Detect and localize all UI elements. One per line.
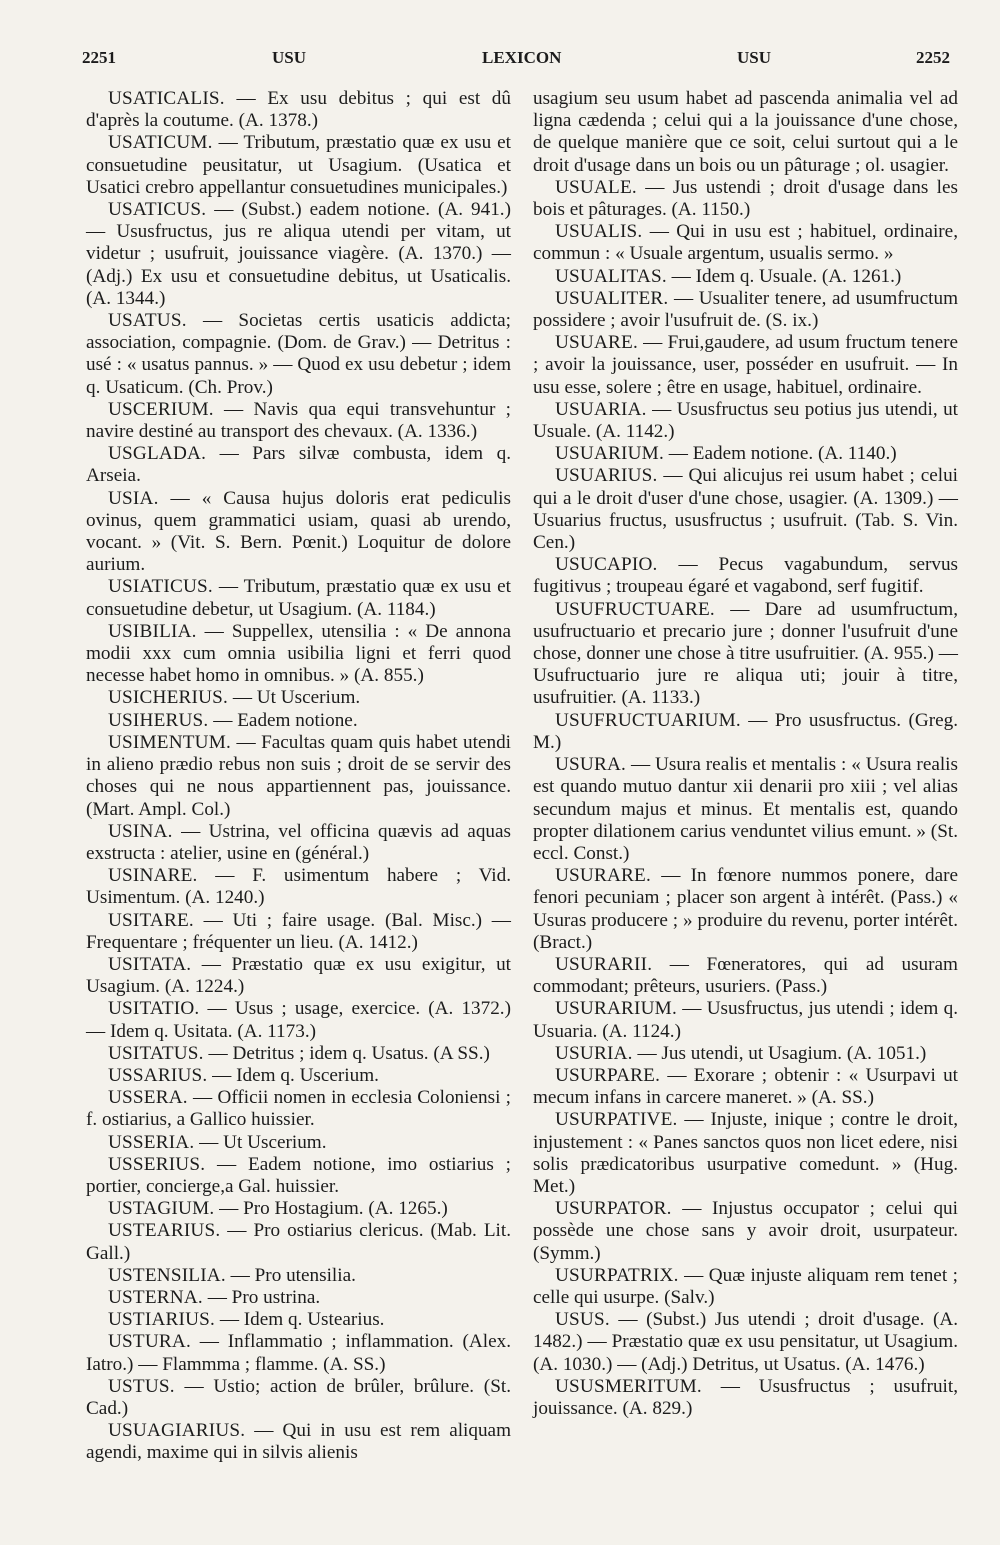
entry-definition: — Idem q. Usuale. (A. 1261.) bbox=[666, 265, 902, 287]
entry-headword: USURPATOR. bbox=[555, 1198, 672, 1220]
dictionary-entry bbox=[533, 288, 958, 332]
entry-headword: USIBILIA. bbox=[108, 620, 197, 642]
entry-headword: USTURA. bbox=[108, 1331, 191, 1353]
dictionary-entry bbox=[86, 1376, 511, 1420]
dictionary-entry bbox=[86, 954, 511, 998]
entry-headword: USSERIUS. bbox=[108, 1153, 206, 1175]
dictionary-entry bbox=[86, 1420, 511, 1464]
entry-headword: USTIARIUS. bbox=[108, 1309, 216, 1331]
dictionary-entry bbox=[533, 1265, 958, 1309]
page-number-right: 2252 bbox=[916, 48, 950, 67]
entry-headword: USIHERUS. bbox=[108, 709, 209, 731]
dictionary-entry bbox=[86, 576, 511, 620]
entry-headword: USINA. bbox=[108, 820, 173, 842]
entry-headword: USTERNA. bbox=[108, 1286, 203, 1308]
entry-definition: — Tributum, præstatio quæ ex usu et consuetudine peusitatur, ut Usagium. (Usatica et Usatici crebro appellantur consuetudines municipales.) bbox=[86, 132, 511, 198]
dictionary-entry bbox=[533, 1065, 958, 1109]
entry-headword: USSERIA. bbox=[108, 1131, 195, 1153]
entry-definition: — (Subst.) Jus utendi ; droit d'usage. (A. 1482.) — Præstatio quæ ex usu pensitatur, ut Usagium. (A. 1030.) — (Adj.) Detritus, ut Usatus. (A. 1476.) bbox=[533, 1309, 958, 1375]
dictionary-entry bbox=[86, 910, 511, 954]
entry-definition: — Pars silvæ combusta, idem q. Arseia. bbox=[86, 443, 511, 487]
entry-headword: USITARE. bbox=[108, 909, 194, 931]
dictionary-entry bbox=[533, 177, 958, 221]
entry-headword: USITATIO. bbox=[108, 998, 200, 1020]
entry-definition: — Pro ususfructus. (Greg. M.) bbox=[533, 709, 958, 753]
dictionary-entry bbox=[86, 199, 511, 310]
entry-headword: USCERIUM. bbox=[108, 398, 214, 420]
entry-definition: — Officii nomen in ecclesia Coloniensi ; f. ostiarius, a Gallico huissier. bbox=[86, 1087, 511, 1131]
entry-headword: USGLADA. bbox=[108, 443, 207, 465]
dictionary-entry bbox=[86, 687, 511, 709]
dictionary-entry bbox=[533, 865, 958, 954]
entry-headword: USINARE. bbox=[108, 865, 198, 887]
dictionary-entry bbox=[533, 554, 958, 598]
entry-definition: — Pro ustrina. bbox=[202, 1286, 321, 1308]
entry-headword: USTENSILIA. bbox=[108, 1264, 226, 1286]
entry-definition: — Ut Uscerium. bbox=[194, 1131, 327, 1153]
entry-definition: usagium seu usum habet ad pascenda animalia vel ad ligna cædenda ; celui qui a la jouissance d'une chose, de quelque manière que ce soit, celui surtout qui a le droit d'usage dans un bois ou un pâturage ; ol. usagier. bbox=[533, 88, 958, 176]
entry-definition: — Uti ; faire usage. (Bal. Misc.) — Frequentare ; fréquenter un lieu. (A. 1412.) bbox=[86, 909, 511, 953]
dictionary-entry bbox=[86, 399, 511, 443]
entry-headword: USUARIUM. bbox=[555, 443, 664, 465]
dictionary-entry bbox=[86, 1087, 511, 1131]
entry-definition: — Ex usu debitus ; qui est dû d'après la coutume. (A. 1378.) bbox=[86, 88, 511, 132]
entry-definition: — Ususfructus seu potius jus utendi, ut Usuale. (A. 1142.) bbox=[533, 398, 958, 443]
entry-headword: USURA. bbox=[555, 754, 627, 776]
entry-headword: USUALIS. bbox=[555, 221, 643, 243]
entry-headword: USURARII. bbox=[555, 953, 653, 975]
dictionary-entry bbox=[533, 754, 958, 865]
entry-definition: — Navis qua equi transvehuntur ; navire destiné au transport des chevaux. (A. 1336.) bbox=[86, 398, 511, 443]
entry-definition: — Jus utendi, ut Usagium. (A. 1051.) bbox=[632, 1042, 927, 1064]
entry-headword: USSERA. bbox=[108, 1087, 188, 1109]
entry-headword: USURIA. bbox=[555, 1042, 633, 1064]
entry-headword: USUS. bbox=[555, 1309, 610, 1331]
entry-definition: — Idem q. Uscerium. bbox=[207, 1064, 379, 1086]
entry-headword: USIA. bbox=[108, 487, 159, 509]
entry-headword: USUSMERITUM. bbox=[555, 1375, 702, 1397]
running-header bbox=[82, 48, 950, 76]
dictionary-entry bbox=[86, 88, 511, 132]
entry-definition: — Inflammatio ; inflammation. (Alex. Iatro.) — Flammma ; flamme. (A. SS.) bbox=[86, 1331, 511, 1375]
entry-definition: — Pro utensilia. bbox=[225, 1264, 356, 1286]
dictionary-entry bbox=[533, 465, 958, 554]
entry-definition: — « Causa hujus doloris erat pediculis ovinus, quem grammatici usiam, quasi ab urendo, vocant. » (Vit. S. Bern. Pœnit.) Loquitur de dolore aurium. bbox=[86, 487, 511, 576]
right-column bbox=[533, 88, 958, 1420]
entry-definition: — Injuste, inique ; contre le droit, injustement : « Panes sanctos quos non licet edere, nisi solis prædicatoribus usurpative comedunt. » (Hug. Met.) bbox=[533, 1109, 958, 1197]
dictionary-entry bbox=[533, 599, 958, 710]
entry-definition: — In fœnore nummos ponere, dare fenori pecuniam ; placer son argent à intérêt. (Pass.) « Usuras producere ; » produire du revenu, porter intérêt. (Bract.) bbox=[533, 865, 958, 953]
entry-definition: — Pro ostiarius clericus. (Mab. Lit. Gall.) bbox=[86, 1220, 511, 1264]
dictionary-entry bbox=[533, 88, 958, 177]
entry-headword: USUFRUCTUARIUM. bbox=[555, 709, 741, 731]
running-head-center: LEXICON bbox=[482, 48, 562, 67]
dictionary-entry bbox=[86, 443, 511, 487]
entry-definition: — Injustus occupator ; celui qui possède une chose sans y avoir droit, usurpateur. (Symm.) bbox=[533, 1198, 958, 1264]
page-number-left: 2251 bbox=[82, 48, 116, 67]
entry-headword: USURARIUM. bbox=[555, 998, 677, 1020]
entry-headword: USUALE. bbox=[555, 176, 637, 198]
entry-headword: USTAGIUM. bbox=[108, 1198, 215, 1220]
entry-headword: USUFRUCTUARE. bbox=[555, 598, 715, 620]
dictionary-entry bbox=[533, 1198, 958, 1265]
entry-headword: USITATUS. bbox=[108, 1042, 204, 1064]
entry-definition: — Ususfructus ; usufruit, jouissance. (A. 829.) bbox=[533, 1375, 958, 1419]
dictionary-entry bbox=[533, 1043, 958, 1065]
entry-definition: — Exorare ; obtenir : « Usurpavi ut mecum infans in carcere maneret. » (A. SS.) bbox=[533, 1064, 958, 1109]
dictionary-entry bbox=[86, 1154, 511, 1198]
dictionary-entry bbox=[86, 998, 511, 1042]
entry-definition: — Pro Hostagium. (A. 1265.) bbox=[214, 1198, 448, 1220]
dictionary-entry bbox=[533, 998, 958, 1042]
entry-headword: USSARIUS. bbox=[108, 1064, 208, 1086]
entry-headword: USIMENTUM. bbox=[108, 731, 231, 753]
entry-headword: USUALITER. bbox=[555, 287, 669, 309]
entry-definition: — Usus ; usage, exercice. (A. 1372.) — Idem q. Usitata. (A. 1173.) bbox=[86, 998, 511, 1042]
entry-definition: — Ustrina, vel officina quævis ad aquas exstructa : atelier, usine en (général.) bbox=[86, 820, 511, 864]
dictionary-entry bbox=[533, 1309, 958, 1376]
dictionary-entry bbox=[533, 954, 958, 998]
dictionary-entry bbox=[86, 488, 511, 577]
entry-headword: USUARE. bbox=[555, 332, 638, 354]
entry-definition: — Usualiter tenere, ad usumfructum possidere ; avoir l'usufruit de. (S. ix.) bbox=[533, 287, 958, 332]
dictionary-entry bbox=[86, 1309, 511, 1331]
entry-headword: USATUS. bbox=[108, 310, 187, 332]
dictionary-entry bbox=[533, 710, 958, 754]
entry-definition: — Qui in usu est rem aliquam agendi, maxime qui in silvis alienis bbox=[86, 1420, 511, 1464]
entry-definition: — Qui alicujus rei usum habet ; celui qui a le droit d'user d'une chose, usagier. (A. 1309.) — Usuarius fructus, ususfructus ; usufruit. (Tab. S. Vin. Cen.) bbox=[533, 465, 958, 554]
entry-definition: — Præstatio quæ ex usu exigitur, ut Usagium. (A. 1224.) bbox=[86, 953, 511, 998]
entry-headword: USUCAPIO. bbox=[555, 554, 658, 576]
entry-definition: — Eadem notione, imo ostiarius ; portier, concierge,a Gal. huissier. bbox=[86, 1153, 511, 1197]
left-column bbox=[86, 88, 511, 1465]
dictionary-entry bbox=[533, 266, 958, 288]
entry-definition: — Ustio; action de brûler, brûlure. (St. Cad.) bbox=[86, 1375, 511, 1419]
dictionary-entry bbox=[86, 132, 511, 199]
entry-headword: USURPATRIX. bbox=[555, 1264, 679, 1286]
entry-headword: USURPATIVE. bbox=[555, 1109, 678, 1131]
entry-headword: USTUS. bbox=[108, 1375, 175, 1397]
dictionary-entry bbox=[86, 732, 511, 821]
entry-definition: — Tributum, præstatio quæ ex usu et consuetudine debetur, ut Usagium. (A. 1184.) bbox=[86, 576, 511, 620]
dictionary-entry bbox=[533, 443, 958, 465]
entry-definition: — Pecus vagabundum, servus fugitivus ; troupeau égaré et vagabond, serf fugitif. bbox=[533, 554, 958, 598]
entry-definition: — Quæ injuste aliquam rem tenet ; celle qui usurpe. (Salv.) bbox=[533, 1264, 958, 1308]
dictionary-entry bbox=[86, 1043, 511, 1065]
dictionary-entry bbox=[533, 221, 958, 265]
dictionary-entry bbox=[86, 821, 511, 865]
dictionary-entry bbox=[533, 1376, 958, 1420]
entry-definition: — (Subst.) eadem notione. (A. 941.) — Ususfructus, jus re aliqua utendi per vitam, ut videtur ; usufruit, jouissance viagère. (A. 1370.) — (Adj.) Ex usu et consuetudine debitus, ut Usaticalis. (A. 1344.) bbox=[86, 199, 511, 309]
entry-definition: — Idem q. Ustearius. bbox=[215, 1309, 385, 1331]
dictionary-entry bbox=[86, 1065, 511, 1087]
entry-headword: USUAGIARIUS. bbox=[108, 1420, 246, 1442]
entry-definition: — Qui in usu est ; habituel, ordinaire, commun : « Usuale argentum, usualis sermo. » bbox=[533, 221, 958, 265]
dictionary-entry bbox=[533, 332, 958, 399]
entry-headword: USITATA. bbox=[108, 953, 192, 975]
entry-definition: — Eadem notione. bbox=[208, 709, 358, 731]
entry-definition: — Suppellex, utensilia : « De annona modii xxx cum omnia usibilia ligni et ferri quod necesse habet homo in omnibus. » (A. 855.) bbox=[86, 620, 511, 687]
entry-headword: USUARIA. bbox=[555, 398, 647, 420]
dictionary-entry bbox=[86, 1132, 511, 1154]
entry-definition: — Usura realis et mentalis : « Usura realis est quando mutuo dantur xii denarii pro xiii ; vel alias secundum majus et minus. Et mentalis est, quando propter dilationem carius venduntet vilius emunt. » (St. eccl. Const.) bbox=[533, 754, 958, 864]
dictionary-entry bbox=[86, 1287, 511, 1309]
dictionary-entry bbox=[86, 1265, 511, 1287]
entry-definition: — Eadem notione. (A. 1140.) bbox=[663, 443, 897, 465]
entry-definition: — Societas certis usaticis addicta; association, compagnie. (Dom. de Grav.) — Detritus : usé : « usatus pannus. » — Quod ex usu debetur ; idem q. Usaticum. (Ch. Prov.) bbox=[86, 310, 511, 398]
dictionary-entry bbox=[86, 1220, 511, 1264]
dictionary-entry bbox=[86, 621, 511, 688]
entry-definition: — Detritus ; idem q. Usatus. (A SS.) bbox=[203, 1042, 490, 1064]
entry-definition: — Dare ad usumfructum, usufructuario et precario jure ; donner l'usufruit d'une chose, donner une chose à titre usufruitier. (A. 955.) — Usufructuario jure re aliqua uti; jouir à titre, usufruitier. (A. 1133.) bbox=[533, 598, 958, 709]
entry-definition: — Ususfructus, jus utendi ; idem q. Usuaria. (A. 1124.) bbox=[533, 998, 958, 1042]
entry-definition: — Facultas quam quis habet utendi in alieno prædio rebus non suis ; droit de se servir des choses qui ne nous appartiennent pas, jouissance. (Mart. Ampl. Col.) bbox=[86, 731, 511, 820]
dictionary-entry bbox=[86, 1331, 511, 1375]
entry-definition: — Frui,gaudere, ad usum fructum tenere ; avoir la jouissance, user, posséder en usufruit. — In usu esse, solere ; être en usage, habituel, ordinaire. bbox=[533, 332, 958, 398]
entry-definition: — F. usimentum habere ; Vid. Usimentum. (A. 1240.) bbox=[86, 865, 511, 909]
entry-headword: USURPARE. bbox=[555, 1064, 661, 1086]
entry-headword: USURARE. bbox=[555, 865, 651, 887]
dictionary-entry bbox=[86, 310, 511, 399]
entry-headword: USICHERIUS. bbox=[108, 687, 229, 709]
entry-headword: USTEARIUS. bbox=[108, 1220, 221, 1242]
dictionary-entry bbox=[533, 1109, 958, 1198]
entry-headword: USATICUM. bbox=[108, 132, 213, 154]
entry-definition: — Jus ustendi ; droit d'usage dans les bois et pâturages. (A. 1150.) bbox=[533, 176, 958, 221]
entry-headword: USIATICUS. bbox=[108, 576, 213, 598]
dictionary-entry bbox=[533, 399, 958, 443]
dictionary-entry bbox=[86, 865, 511, 909]
entry-definition: — Fœneratores, qui ad usuram commodant; prêteurs, usuriers. (Pass.) bbox=[533, 953, 958, 998]
running-head-left: USU bbox=[272, 48, 307, 67]
entry-headword: USATICUS. bbox=[108, 199, 207, 221]
dictionary-entry bbox=[86, 1198, 511, 1220]
entry-headword: USUALITAS. bbox=[555, 265, 667, 287]
running-head-right: USU bbox=[737, 48, 772, 67]
entry-headword: USATICALIS. bbox=[108, 88, 225, 109]
entry-definition: — Ut Uscerium. bbox=[228, 687, 361, 709]
dictionary-entry bbox=[86, 710, 511, 732]
entry-headword: USUARIUS. bbox=[555, 465, 658, 487]
